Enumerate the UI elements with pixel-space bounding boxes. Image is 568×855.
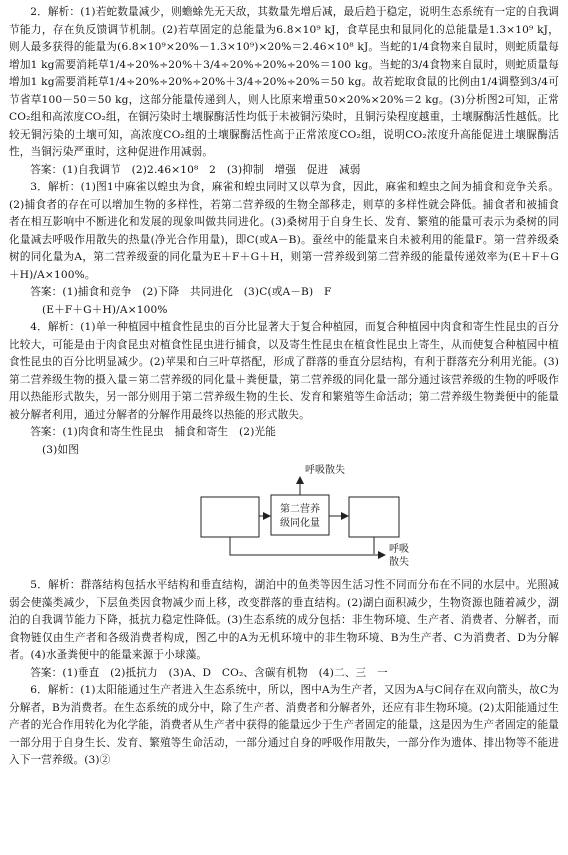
energy-flow-diagram [9,461,559,573]
right-box [349,497,399,537]
center-box-label-2: 级同化量 [280,518,320,529]
arrow-bottom-loop [230,537,369,555]
q4-answer: 答案：(1)肉食和寄生性昆虫 捕食和寄生 (2)光能 [30,426,276,438]
center-box-label-1: 第二营养 [280,504,320,515]
q6-analysis: 6．解析：(1)太阳能通过生产者进入生态系统中，所以，图中A为生产者，又因为A与C间存在双向箭头，故C为分解者，B为消费者。在生态系统的成分中，除了生产者、消费者和分解者外，还应有非生物环境。(2)太阳能通过生产者的光合作用转化为化学能，消费者从生产者中获得的能量远少于生产者固定的能量，这是因为生产者固定的能量一部分用于自身生长、发育、繁殖等生命活动，一部分通过自身的呼吸作用散失，一部分作为遗体、排出物等不能进入下一营养级。(3)② [9,684,559,766]
q3-answer-line2: (E＋F＋G＋H)/A×100% [42,303,168,316]
q2-analysis: 2．解析：(1)若蛇数量减少，则蟾蜍先无天敌，其数量先增后减，最后趋于稳定，说明生态系统有一定的自我调节能力，存在负反馈调节机制。(2)若草固定的总能量为6.8×10⁹ kJ，食草昆虫和鼠同化的总能量是1.3×10⁹ kJ，则人最多获得的能量为(6.8×10⁹×20%－1.3×10⁹)×20%＝2.46×10⁸ kJ。当蛇的1/4食物来自鼠时，则蛇质量每增加1 kg需要消耗草1/4÷20%÷20%＋3/4÷20%÷20%÷20%＝100 kg。当蛇的3/4食物来自鼠时，则蛇质量每增加1 kg需要消耗草1/4÷20%÷20%÷20%＋3/4÷20%÷20%＝50 kg。故若蛇取食鼠的比例由1/4调整到3/4可节省草100－50＝50 kg，这部分能量传递到人，则人比原来增重50×20%×20%＝2 kg。(3)分析图2可知，正常CO₂组和高浓度CO₂组，在铜污染时土壤脲酶活性均低于未被铜污染时，且铜污染程度越重，土壤脲酶活性越低。比较无铜污染的土壤可知，高浓度CO₂组的土壤脲酶活性高于正常浓度CO₂组，说明CO₂浓度升高能促进土壤脲酶活性，当铜污染严重时，这种促进作用减弱。 [9,6,559,158]
right-label-1: 呼吸 [389,544,409,555]
q5-answer: 答案：(1)垂直 (2)抵抗力 (3)A、D CO₂、含碳有机物 (4)二、三 一 [30,666,388,679]
q5-analysis: 5．解析：群落结构包括水平结构和垂直结构，湖泊中的鱼类等因生活习性不同而分布在不同的水层中。光照减弱会使藻类减少，下层鱼类因食物减少而上移，改变群落的垂直结构。(2)湖白面积减少，生物资源也随着减少，湖泊的自我调节能力下降，抵抗力稳定性降低。(3)生态系统的成分包括：非生物环境、生产者、消费者、分解者，而食物链仅由生产者和各级消费者构成，图乙中的A为无机环境中的非生物环境、B为生产者、C为消费者、D为分解者。(4)水蚤粪便中的能量来源于小球藻。 [9,579,559,661]
right-label-2: 散失 [389,557,409,568]
q2-answer: 答案：(1)自我调节 (2)2.46×10⁸ 2 (3)抑制 增强 促进 减弱 [30,163,361,176]
center-box [271,495,329,535]
left-box [201,497,259,537]
q3-analysis: 3．解析：(1)图1中麻雀以蝗虫为食，麻雀和蝗虫同时又以草为食，因此，麻雀和蝗虫之间为捕食和竞争关系。(2)捕食者的存在可以增加生物的多样性，若第二营养级的生物全部移走，则草的多样性就会降低。捕食者和被捕食者在相互影响中不断进化和发展的现象叫做共同进化。(3)桑树用于自身生长、发育、繁殖的能量可表示为桑树的同化量减去呼吸作用散失的热量(净光合作用量)，即C(或A－B)。蚕丝中的能量来自未被利用的能量F。第一营养级桑树的同化量为A，第二营养级蚕的同化量为E＋F＋G＋H，则第一营养级到第二营养级的能量传递效率为(E＋F＋G＋H)/A×100%。 [9,181,559,281]
q4-answer-diagram-ref: (3)如图 [42,443,79,456]
energy-flow-svg [9,461,559,573]
q4-analysis: 4．解析：(1)单一种植园中植食性昆虫的百分比显著大于复合种植园，而复合种植园中肉食和寄生性昆虫的百分比较大，可能是由于肉食昆虫对植食性昆虫进行捕食，以及寄生性昆虫在植食性昆虫上寄生，从而使复合种植园中植食性昆虫的百分比明显减少。(2)苹果和白三叶草搭配，形成了群落的垂直分层结构，有利于群落充分利用光能。(3)第二营养级生物的摄入量＝第二营养级的同化量＋粪便量，第二营养级的同化量一部分通过该营养级的生物的呼吸作用以热能形式散失，另一部分则用于第二营养级生物的生长、发育和繁殖等生命活动；第二营养级生物粪便中的能量被分解者利用，通过分解者的分解作用最终以热能的形式散失。 [9,321,559,421]
q3-answer-line1: 答案：(1)捕食和竞争 (2)下降 共同进化 (3)C(或A－B) F [30,286,332,298]
top-label: 呼吸散失 [305,465,345,476]
